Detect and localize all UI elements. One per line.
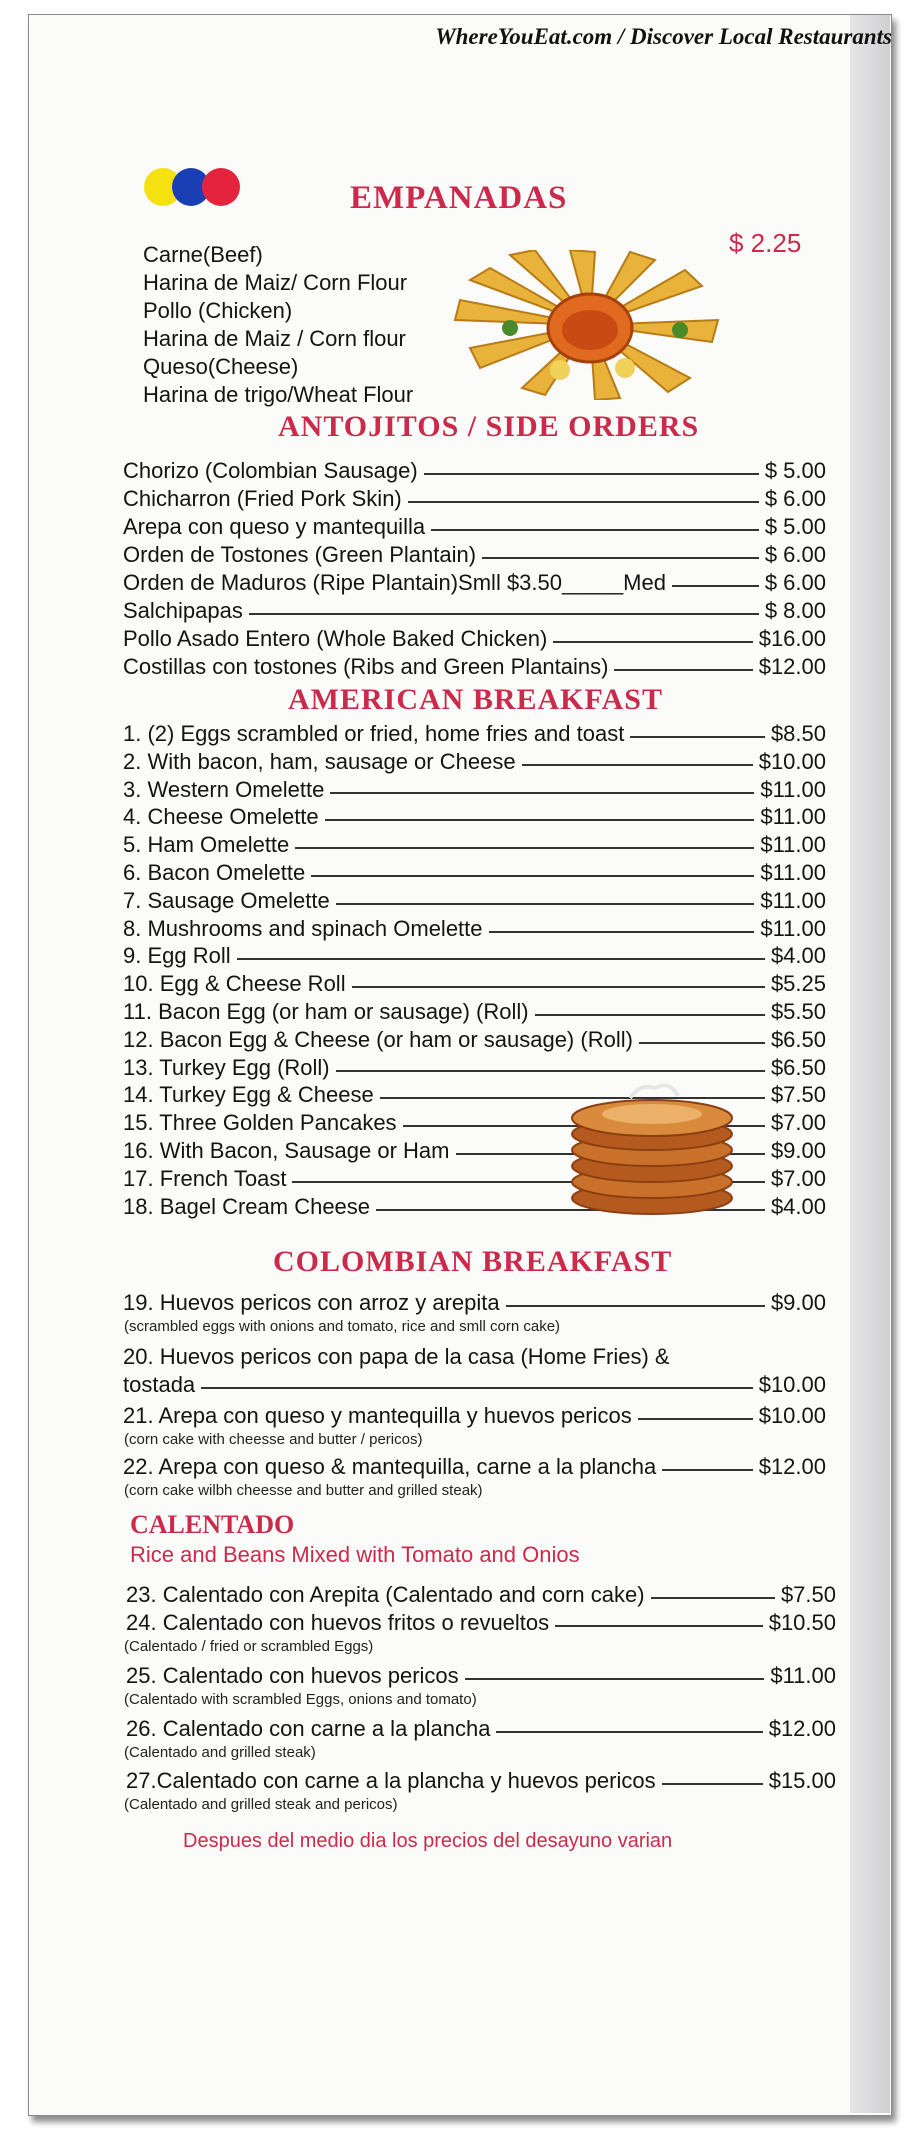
menu-item-price: $15.00 bbox=[768, 1768, 836, 1793]
empanada-option: Harina de Maiz / Corn flour bbox=[143, 326, 406, 351]
menu-item-name: 14. Turkey Egg & Cheese bbox=[123, 1082, 374, 1108]
menu-item bbox=[123, 514, 826, 544]
menu-item bbox=[126, 1716, 836, 1746]
leader-line bbox=[662, 1783, 763, 1785]
menu-item-name: 21. Arepa con queso y mantequilla y huevos pericos bbox=[123, 1403, 632, 1428]
leader-line bbox=[237, 958, 765, 960]
menu-item-price: $10.50 bbox=[768, 1610, 836, 1635]
menu-item-price: $4.00 bbox=[770, 943, 826, 969]
empanadas-photo bbox=[450, 250, 730, 400]
menu-item bbox=[123, 626, 826, 656]
page-edge bbox=[850, 15, 890, 2113]
menu-item-price: $12.00 bbox=[758, 654, 826, 679]
menu-item-price: $11.00 bbox=[760, 860, 826, 885]
menu-item-name: 23. Calentado con Arepita (Calentado and corn cake) bbox=[126, 1582, 645, 1607]
menu-item-price: $11.00 bbox=[760, 832, 826, 858]
menu-item-price: $10.00 bbox=[758, 1372, 826, 1397]
leader-line bbox=[639, 1042, 765, 1044]
menu-item bbox=[123, 486, 826, 516]
menu-item-price: $ 6.00 bbox=[764, 542, 826, 567]
menu-item bbox=[123, 916, 826, 946]
menu-item-name: Pollo Asado Entero (Whole Baked Chicken) bbox=[123, 626, 548, 651]
menu-item-price: $10.00 bbox=[758, 1403, 826, 1428]
menu-item bbox=[123, 1027, 826, 1057]
menu-item bbox=[123, 1403, 826, 1433]
menu-item bbox=[123, 804, 826, 834]
leader-line bbox=[330, 792, 754, 794]
menu-item-price: $6.50 bbox=[770, 1054, 826, 1080]
empanada-option: Pollo (Chicken) bbox=[143, 298, 293, 323]
menu-item-price: $ 6.00 bbox=[764, 570, 826, 595]
menu-item bbox=[123, 999, 826, 1029]
menu-item-name: 11. Bacon Egg (or ham or sausage) (Roll) bbox=[123, 999, 529, 1024]
menu-item bbox=[123, 721, 826, 751]
menu-item bbox=[126, 1663, 836, 1693]
menu-item-name: 26. Calentado con carne a la plancha bbox=[126, 1716, 491, 1741]
menu-item-name: Arepa con queso y mantequilla bbox=[123, 514, 426, 539]
menu-item bbox=[123, 971, 826, 1001]
empanadas-title: EMPANADAS bbox=[350, 180, 568, 216]
empanada-option: Harina de trigo/Wheat Flour bbox=[143, 382, 414, 407]
menu-item-name: 27.Calentado con carne a la plancha y huevos pericos bbox=[126, 1768, 656, 1793]
calentado-subtitle: Rice and Beans Mixed with Tomato and Onios bbox=[130, 1542, 580, 1567]
menu-item-name: 10. Egg & Cheese Roll bbox=[123, 971, 346, 997]
menu-item bbox=[126, 1768, 836, 1798]
footer-note: Despues del medio dia los precios del desayuno varian bbox=[183, 1830, 673, 1852]
leader-line bbox=[496, 1731, 762, 1733]
leader-line bbox=[482, 557, 759, 559]
menu-item bbox=[126, 1610, 836, 1640]
menu-item-price: $ 8.00 bbox=[764, 598, 826, 623]
leader-line bbox=[489, 931, 755, 933]
menu-item-price: $8.50 bbox=[770, 721, 826, 746]
leader-line bbox=[295, 847, 754, 849]
menu-item-name: 19. Huevos pericos con arroz y arepita bbox=[123, 1290, 500, 1315]
empanada-option: Carne(Beef) bbox=[143, 242, 263, 267]
leader-line bbox=[506, 1305, 765, 1307]
leader-line bbox=[535, 1014, 765, 1016]
menu-item-price: $11.00 bbox=[760, 776, 826, 802]
menu-item bbox=[123, 749, 826, 779]
menu-item-name: 18. Bagel Cream Cheese bbox=[123, 1193, 371, 1219]
leader-line bbox=[424, 473, 759, 475]
menu-item-price: $4.00 bbox=[770, 1193, 826, 1219]
leader-line bbox=[311, 875, 754, 877]
menu-item-price: $ 5.00 bbox=[764, 458, 826, 483]
leader-line bbox=[638, 1418, 753, 1420]
menu-item bbox=[123, 943, 826, 973]
menu-item-name: Costillas con tostones (Ribs and Green Plantains) bbox=[123, 654, 609, 679]
leader-line bbox=[336, 903, 755, 905]
menu-item-price: $11.00 bbox=[760, 804, 826, 830]
menu-item-description: (Calentado / fried or scrambled Eggs) bbox=[124, 1638, 374, 1655]
leader-line bbox=[553, 641, 752, 643]
american-title: AMERICAN BREAKFAST bbox=[288, 683, 663, 716]
menu-item bbox=[123, 777, 826, 807]
menu-item-name: 1. (2) Eggs scrambled or fried, home fries and toast bbox=[123, 721, 625, 746]
menu-item-price: $12.00 bbox=[768, 1716, 836, 1741]
menu-item-name: 7. Sausage Omelette bbox=[123, 887, 330, 913]
leader-line bbox=[352, 986, 765, 988]
leader-line bbox=[336, 1070, 765, 1072]
leader-line bbox=[672, 585, 759, 587]
menu-item-price: $7.00 bbox=[770, 1165, 826, 1191]
menu-item-name-cont: tostada bbox=[123, 1372, 196, 1397]
menu-item-price: $11.00 bbox=[760, 915, 826, 941]
site-header: WhereYouEat.com / Discover Local Restaurants bbox=[435, 24, 892, 49]
menu-item-name: Orden de Tostones (Green Plantain) bbox=[123, 542, 477, 567]
menu-item-price: $10.00 bbox=[758, 748, 826, 774]
menu-item bbox=[123, 832, 826, 862]
empanada-option: Harina de Maiz/ Corn Flour bbox=[143, 270, 408, 295]
menu-item-description: (Calentado and grilled steak) bbox=[124, 1744, 316, 1761]
menu-item-price: $7.00 bbox=[770, 1110, 826, 1136]
leader-line bbox=[325, 819, 755, 821]
menu-item-name: 20. Huevos pericos con papa de la casa (Home Fries) & bbox=[123, 1344, 670, 1369]
menu-item-name: 16. With Bacon, Sausage or Ham bbox=[123, 1138, 450, 1163]
menu-item-price: $9.00 bbox=[770, 1290, 826, 1315]
menu-item bbox=[123, 542, 826, 572]
menu-item bbox=[123, 1454, 826, 1484]
leader-line bbox=[662, 1469, 752, 1471]
menu-item-description: (Calentado with scrambled Eggs, onions and tomato) bbox=[124, 1691, 477, 1708]
menu-item-name: Chorizo (Colombian Sausage) bbox=[123, 458, 418, 483]
red-dot bbox=[202, 168, 240, 206]
calentado-title: CALENTADO bbox=[130, 1510, 295, 1539]
menu-item bbox=[123, 458, 826, 488]
menu-item-price: $9.00 bbox=[770, 1138, 826, 1163]
menu-item-cont bbox=[123, 1372, 826, 1402]
menu-item-price: $16.00 bbox=[758, 626, 826, 651]
menu-item bbox=[123, 598, 826, 628]
menu-item-name: 9. Egg Roll bbox=[123, 943, 231, 969]
menu-item-name: 8. Mushrooms and spinach Omelette bbox=[123, 915, 483, 941]
menu-item-price: $6.50 bbox=[770, 1026, 826, 1052]
menu-item-name: 12. Bacon Egg & Cheese (or ham or sausage) (Roll) bbox=[123, 1026, 633, 1052]
menu-item-name: Orden de Maduros (Ripe Plantain)Smll $3.50_____Med bbox=[123, 570, 666, 595]
menu-item-name: 4. Cheese Omelette bbox=[123, 804, 319, 830]
menu-item-name: Salchipapas bbox=[123, 598, 243, 623]
menu-item-price: $7.50 bbox=[770, 1082, 826, 1108]
empanadas-price: $ 2.25 bbox=[729, 228, 802, 258]
menu-item-name: 13. Turkey Egg (Roll) bbox=[123, 1054, 330, 1080]
menu-item-price: $11.00 bbox=[770, 1663, 836, 1688]
empanada-option: Queso(Cheese) bbox=[143, 354, 299, 379]
menu-item-name: 5. Ham Omelette bbox=[123, 832, 290, 858]
menu-item bbox=[123, 570, 826, 600]
menu-item-name: Chicharron (Fried Pork Skin) bbox=[123, 486, 402, 511]
menu-item bbox=[123, 1344, 826, 1374]
menu-item-description: (Calentado and grilled steak and pericos) bbox=[124, 1796, 398, 1813]
leader-line bbox=[431, 529, 759, 531]
leader-line bbox=[555, 1625, 763, 1627]
menu-item-price: $5.50 bbox=[770, 999, 826, 1024]
leader-line bbox=[408, 501, 759, 503]
menu-item-description: (corn cake with cheesse and butter / pericos) bbox=[124, 1431, 423, 1448]
menu-item-price: $12.00 bbox=[758, 1454, 826, 1479]
menu-item-name: 24. Calentado con huevos fritos o revueltos bbox=[126, 1610, 550, 1635]
menu-item-price: $11.00 bbox=[760, 887, 826, 913]
leader-line bbox=[630, 736, 765, 738]
menu-item-price: $7.50 bbox=[780, 1582, 836, 1607]
menu-item bbox=[123, 860, 826, 890]
menu-item-name: 25. Calentado con huevos pericos bbox=[126, 1663, 459, 1688]
leader-line bbox=[201, 1387, 753, 1389]
menu-item-name: 15. Three Golden Pancakes bbox=[123, 1110, 397, 1136]
menu-item bbox=[123, 888, 826, 918]
leader-line bbox=[614, 669, 752, 671]
menu-item-description: (corn cake wilbh cheesse and butter and grilled steak) bbox=[124, 1482, 483, 1499]
antojitos-title: ANTOJITOS / SIDE ORDERS bbox=[278, 410, 700, 443]
menu-item bbox=[123, 654, 826, 684]
pancakes-photo bbox=[560, 1078, 745, 1218]
leader-line bbox=[522, 764, 753, 766]
menu-item-name: 3. Western Omelette bbox=[123, 776, 325, 802]
menu-item-price: $5.25 bbox=[770, 971, 826, 997]
colombian-title: COLOMBIAN BREAKFAST bbox=[273, 1245, 673, 1278]
leader-line bbox=[465, 1678, 765, 1680]
menu-item bbox=[126, 1582, 836, 1612]
menu-item-name: 6. Bacon Omelette bbox=[123, 860, 306, 885]
leader-line bbox=[651, 1597, 775, 1599]
menu-item-name: 17. French Toast bbox=[123, 1165, 287, 1191]
menu-item-name: 22. Arepa con queso & mantequilla, carne a la plancha bbox=[123, 1454, 657, 1479]
leader-line bbox=[249, 613, 759, 615]
menu-item-price: $ 6.00 bbox=[764, 486, 826, 511]
menu-item-price: $ 5.00 bbox=[764, 514, 826, 539]
menu-item-description: (scrambled eggs with onions and tomato, rice and smll corn cake) bbox=[124, 1318, 561, 1335]
menu-item-name: 2. With bacon, ham, sausage or Cheese bbox=[123, 748, 516, 774]
menu-item bbox=[123, 1290, 826, 1320]
